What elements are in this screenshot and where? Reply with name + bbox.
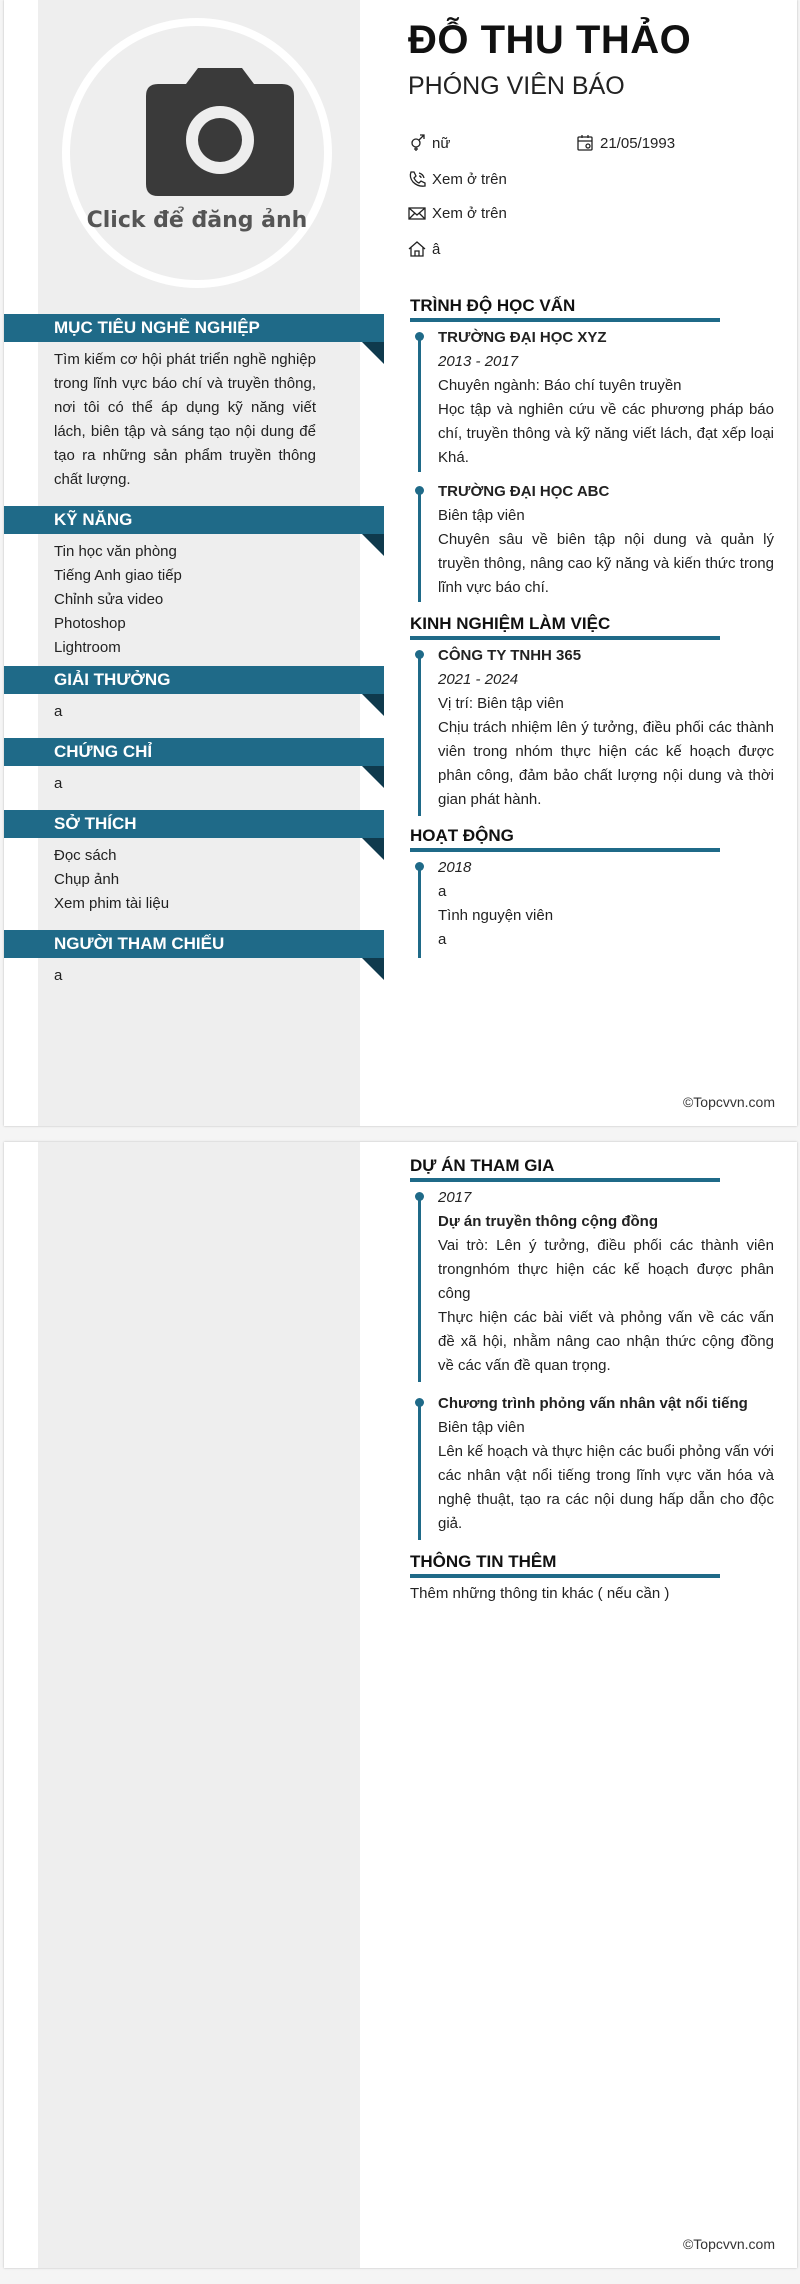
section-title-experience: KINH NGHIỆM LÀM VIỆC [410, 614, 720, 640]
timeline-dot [415, 1398, 424, 1407]
birthday-value: 21/05/1993 [600, 134, 676, 152]
footer-watermark: ©Topcvvn.com [682, 1094, 775, 1110]
activity-org: a [438, 883, 447, 900]
section-title-objective: MỤC TIÊU NGHỀ NGHIỆP [4, 314, 384, 342]
skill-item: Lightroom [54, 639, 121, 656]
timeline-bar [418, 658, 421, 816]
activity-role: Tình nguyện viên [438, 907, 554, 924]
section-title-certificates: CHỨNG CHỈ [4, 738, 384, 766]
calendar-icon [576, 134, 594, 152]
cv-page-1 [4, 0, 797, 1126]
photo-upload-label: Click để đăng ảnh [86, 208, 308, 233]
section-title-projects: DỰ ÁN THAM GIA [410, 1156, 720, 1182]
timeline-bar [418, 494, 421, 602]
address-value: â [432, 240, 441, 258]
mail-icon [408, 204, 426, 222]
hobby-item: Xem phim tài liệu [54, 895, 170, 912]
experience-item [410, 644, 774, 816]
project-description: Thực hiện các bài viết và phỏng vấn về các vấn đề xã hội, nhằm nâng cao nhận thức cộng đồng về các vấn đề quan trọng. [438, 1309, 774, 1374]
project-role: Vai trò: Lên ý tưởng, điều phối các thành viên trongnhóm thực hiện các kế hoạch được phân công [438, 1237, 774, 1302]
phone-icon [408, 170, 426, 188]
project-name: Chương trình phỏng vấn nhân vật nổi tiếng [438, 1395, 748, 1412]
additional-text: Thêm những thông tin khác ( nếu cần ) [410, 1585, 670, 1602]
avatar-upload[interactable] [62, 18, 332, 288]
email-value: Xem ở trên [432, 204, 507, 222]
position: Vị trí: Biên tập viên [438, 695, 564, 712]
timeline-bar [418, 340, 421, 472]
objective-text: Tìm kiếm cơ hội phát triển nghề nghiệp trong lĩnh vực báo chí và truyền thông, nơi tôi có thể áp dụng kỹ năng viết lách, biên tập và sáng tạo nội dung để tạo ra những sản phẩm truyền thông chất lượng. [54, 351, 316, 488]
ribbon-fold [362, 958, 384, 980]
section-title-hobbies: SỞ THÍCH [4, 810, 384, 838]
section-title-awards: GIẢI THƯỞNG [4, 666, 384, 694]
project-role: Biên tập viên [438, 1419, 525, 1436]
ribbon-fold [362, 534, 384, 556]
hobbies-list [54, 844, 316, 916]
email-field [408, 204, 507, 222]
section-title-education: TRÌNH ĐỘ HỌC VẤN [410, 296, 720, 322]
school-name: TRƯỜNG ĐẠI HỌC XYZ [438, 329, 607, 346]
timeline-bar [418, 870, 421, 958]
timeline-dot [415, 650, 424, 659]
gender-value: nữ [432, 134, 451, 152]
skill-item: Tin học văn phòng [54, 543, 177, 560]
activity-description: a [438, 931, 447, 948]
school-name: TRƯỜNG ĐẠI HỌC ABC [438, 483, 610, 500]
project-description: Lên kế hoạch và thực hiện các buổi phỏng vấn với các nhân vật nổi tiếng trong lĩnh vực văn hóa và nghệ thuật, tạo ra các nội dung hấp dẫn cho độc giả. [438, 1443, 774, 1532]
education-item [410, 326, 774, 472]
awards-text: a [54, 703, 63, 720]
project-period: 2017 [438, 1189, 472, 1206]
activity-period: 2018 [438, 859, 472, 876]
major: Chuyên ngành: Báo chí tuyên truyền [438, 377, 682, 394]
ribbon-fold [362, 838, 384, 860]
activity-item [410, 856, 774, 958]
hobby-item: Chụp ảnh [54, 871, 120, 888]
ribbon-fold [362, 694, 384, 716]
experience-description: Chịu trách nhiệm lên ý tưởng, điều phối các thành viên trong nhóm thực hiện các kế hoạch được phân công, đảm bảo chất lượng nội dung và thời gian phát hành. [438, 719, 774, 808]
timeline-dot [415, 1192, 424, 1201]
study-period: 2013 - 2017 [438, 353, 519, 370]
address-field [408, 240, 440, 258]
home-icon [408, 240, 426, 258]
camera-icon [146, 66, 294, 196]
phone-field [408, 170, 507, 188]
skill-item: Chỉnh sửa video [54, 591, 164, 608]
work-period: 2021 - 2024 [438, 671, 519, 688]
education-item [410, 480, 774, 602]
section-title-activities: HOẠT ĐỘNG [410, 826, 720, 852]
job-title: PHÓNG VIÊN BÁO [408, 72, 625, 100]
timeline-dot [415, 332, 424, 341]
project-item [410, 1392, 774, 1540]
skill-item: Photoshop [54, 615, 126, 632]
timeline-dot [415, 862, 424, 871]
candidate-name: ĐỖ THU THẢO [408, 18, 692, 62]
gender-icon [408, 134, 426, 152]
education-description: Học tập và nghiên cứu về các phương pháp báo chí, truyền thông và kỹ năng viết lách, đạt xếp loại Khá. [438, 401, 774, 466]
cv-page-2 [4, 1142, 797, 2268]
gender-field [408, 134, 450, 152]
sidebar-background [38, 1142, 360, 2268]
certificates-text: a [54, 775, 63, 792]
section-title-additional: THÔNG TIN THÊM [410, 1552, 720, 1578]
birthday-field [576, 134, 675, 152]
company-name: CÔNG TY TNHH 365 [438, 647, 582, 664]
phone-value: Xem ở trên [432, 170, 507, 188]
ribbon-fold [362, 342, 384, 364]
references-text: a [54, 967, 63, 984]
ribbon-fold [362, 766, 384, 788]
skill-item: Tiếng Anh giao tiếp [54, 567, 182, 584]
hobby-item: Đọc sách [54, 847, 117, 864]
timeline-bar [418, 1406, 421, 1540]
timeline-dot [415, 486, 424, 495]
skills-list [54, 540, 316, 660]
section-title-references: NGƯỜI THAM CHIẾU [4, 930, 384, 958]
section-title-skills: KỸ NĂNG [4, 506, 384, 534]
timeline-bar [418, 1200, 421, 1382]
footer-watermark: ©Topcvvn.com [682, 2236, 775, 2252]
major: Biên tập viên [438, 507, 525, 524]
project-name: Dự án truyền thông cộng đồng [438, 1213, 659, 1230]
education-description: Chuyên sâu về biên tập nội dung và quản lý truyền thông, nâng cao kỹ năng và kiến thức trong lĩnh vực báo chí. [438, 531, 774, 596]
project-item [410, 1186, 774, 1382]
